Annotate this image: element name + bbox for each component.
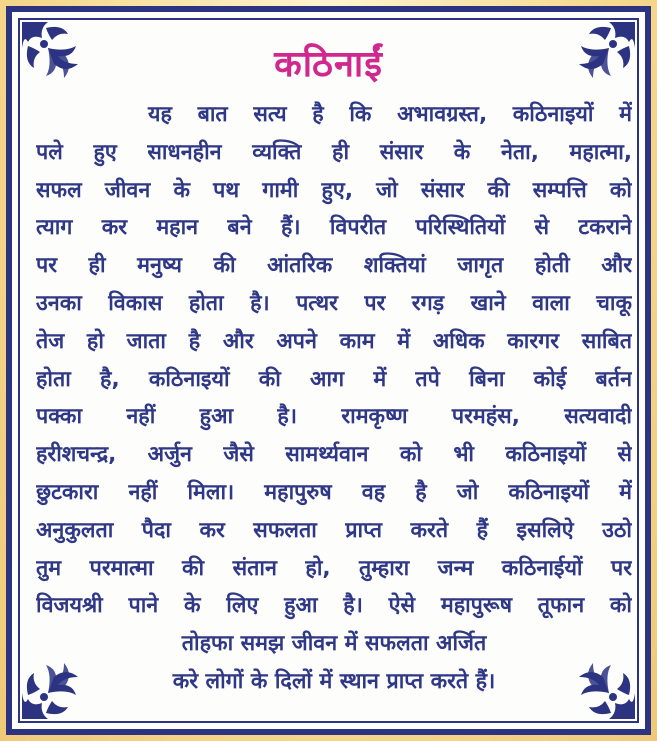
paragraph-line: छुटकारा नहीं मिला। महापुरुष वह है जो कठिनाइयों में (36, 479, 632, 505)
paragraph-line: उनका विकास होता है। पत्थर पर रगड़ खाने वाला चाकू (36, 290, 632, 316)
paragraph-line: पले हुए साधनहीन व्यक्ति ही संसार के नेता, महात्मा, (36, 139, 632, 165)
paragraph-line: तेज हो जाता है और अपने काम में अधिक कारगर साबित (36, 328, 632, 354)
paragraph-line: सफल जीवन के पथ गामी हुए, जो संसार की सम्पत्ति को (36, 177, 632, 203)
paragraph-line: तुम परमात्मा की संतान हो, तुम्हारा जन्म कठिनाईयों पर (36, 555, 632, 581)
page-title: कठिनाईं (274, 44, 383, 85)
paragraph-line: यह बात सत्य है कि अभावग्रस्त, कठिनाइयों में (148, 102, 632, 127)
paragraph-line: पर ही मनुष्य की आंतरिक शक्तियां जागृत होती और (36, 253, 632, 279)
paragraph-line: करे लोगों के दिलों में स्थान प्राप्त करते हैं। (172, 668, 496, 694)
paragraph-line: अनुकुलता पैदा कर सफलता प्राप्त करते हैं इसलिऐ उठो (36, 517, 632, 543)
fleur-corner-icon (18, 18, 88, 88)
paragraph-line: होता है, कठिनाइयों की आग में तपे बिना कोई बर्तन (36, 366, 632, 392)
paragraph-line: त्याग कर महान बने हैं। विपरीत परिस्थितियों से टकराने (36, 215, 632, 241)
fleur-corner-icon (569, 18, 639, 88)
quote-card (6, 6, 651, 735)
paragraph (36, 96, 632, 701)
paragraph-line: पक्का नहीं हुआ है। रामकृष्ण परमहंस, सत्यवादी (36, 404, 632, 430)
paragraph-line: तोहफा समझ जीवन में सफलता अर्जित (181, 631, 487, 657)
fleur-corner-icon (569, 653, 639, 723)
paragraph-line: हरीशचन्द्र, अर्जुन जैसे सामर्थ्यवान को भी कठिनाइयों से (36, 442, 632, 468)
fleur-corner-icon (18, 653, 88, 723)
paragraph-line: विजयश्री पाने के लिए हुआ है। ऐसे महापुरूष तूफान को (36, 593, 632, 619)
